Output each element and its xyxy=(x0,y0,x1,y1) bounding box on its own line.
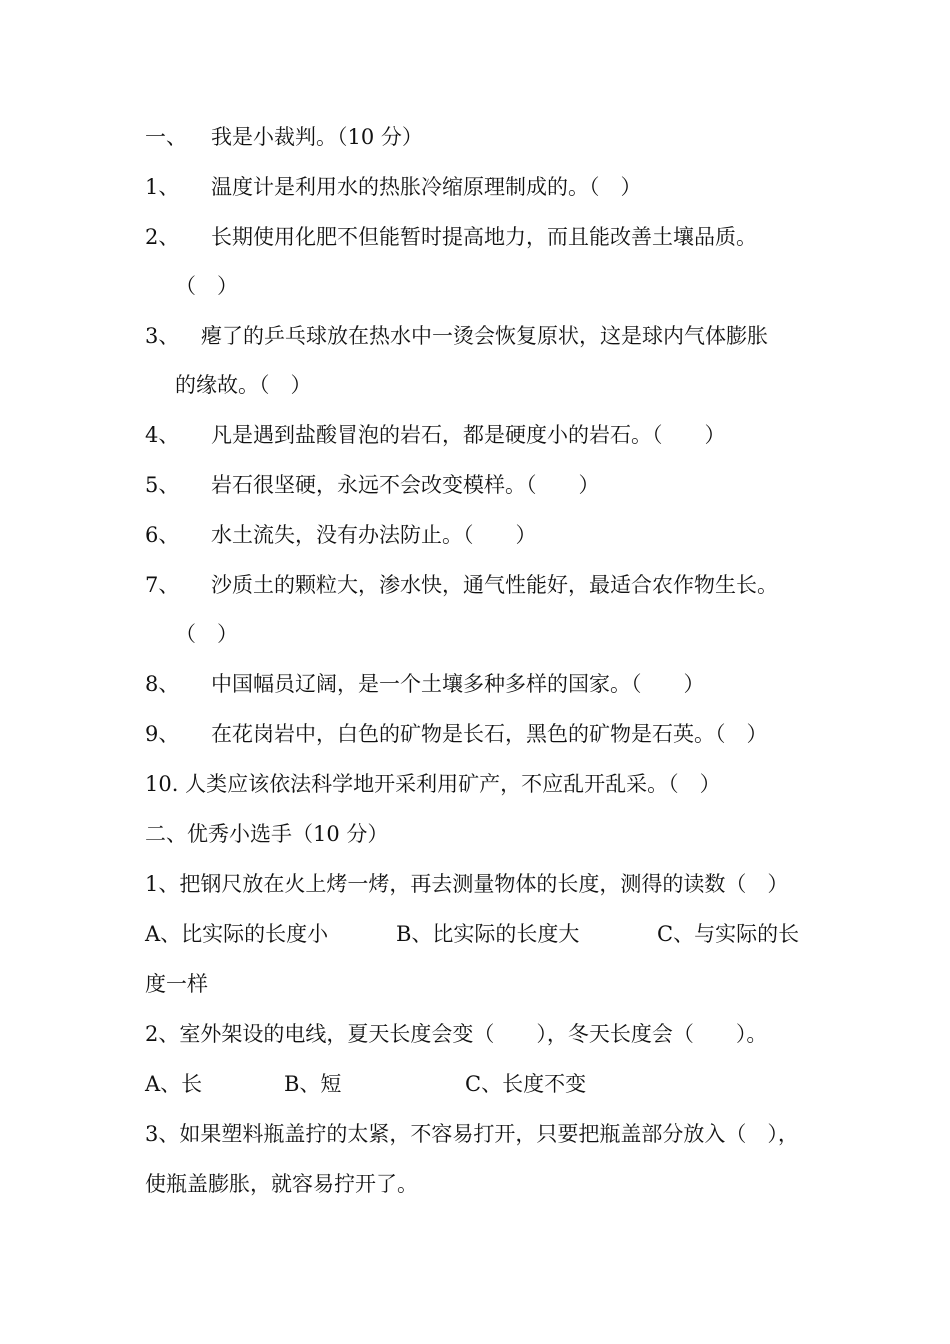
choice-question-2: 2、室外架设的电线，夏天长度会变（ ），冬天长度会（ ）。 xyxy=(145,1022,768,1046)
question-item-7-continuation: （ ） xyxy=(175,622,238,646)
question-text: 凡是遇到盐酸冒泡的岩石，都是硬度小的岩石。（ ） xyxy=(211,423,726,447)
question-text: 在花岗岩中，白色的矿物是长石，黑色的矿物是石英。（ ） xyxy=(211,722,768,746)
section1-heading xyxy=(145,123,845,151)
option-a: A、长 xyxy=(145,1072,203,1096)
question-item-5 xyxy=(145,471,845,499)
question-number: 2、 xyxy=(145,225,180,249)
question-item-4 xyxy=(145,421,845,449)
section2-title: 二、优秀小选手（10 分） xyxy=(145,822,389,846)
choice-question-1: 1、把钢尺放在火上烤一烤，再去测量物体的长度，测得的读数（ ） xyxy=(145,872,789,896)
question-item-2-continuation: （ ） xyxy=(175,274,238,298)
question-number: 8、 xyxy=(145,672,180,696)
option-b: B、比实际的长度大 xyxy=(396,922,580,946)
question-text: 岩石很坚硬，永远不会改变模样。（ ） xyxy=(211,473,600,497)
section1-title: 我是小裁判。（10 分） xyxy=(211,125,423,149)
option-b: B、短 xyxy=(284,1072,342,1096)
question-item-6 xyxy=(145,521,845,549)
question-text: 中国幅员辽阔，是一个土壤多种多样的国家。（ ） xyxy=(211,672,705,696)
question-number: 1、 xyxy=(145,175,180,199)
question-text: 瘪了的乒乓球放在热水中一烫会恢复原状，这是球内气体膨胀 xyxy=(201,324,768,348)
question-number: 5、 xyxy=(145,473,180,497)
question-item-1 xyxy=(145,173,845,201)
question-text: 水土流失，没有办法防止。（ ） xyxy=(211,523,537,547)
question-number: 7、 xyxy=(145,573,180,597)
choice-question-2-options xyxy=(145,1070,845,1098)
question-item-3-continuation: 的缘故。（ ） xyxy=(175,373,312,397)
question-item-2 xyxy=(145,223,845,251)
option-c: C、与实际的长 xyxy=(657,922,800,946)
question-text: 温度计是利用水的热胀冷缩原理制成的。（ ） xyxy=(211,175,642,199)
question-number: 3、 xyxy=(145,324,180,348)
question-item-7 xyxy=(145,571,845,599)
question-item-8 xyxy=(145,670,845,698)
question-text: 沙质土的颗粒大，渗水快，通气性能好，最适合农作物生长。 xyxy=(211,573,778,597)
question-number: 4、 xyxy=(145,423,180,447)
choice-question-1-options-continuation: 度一样 xyxy=(145,972,208,996)
option-a: A、比实际的长度小 xyxy=(145,922,329,946)
question-item-10: 10. 人类应该依法科学地开采利用矿产，不应乱开乱采。（ ） xyxy=(145,772,721,796)
question-text: 长期使用化肥不但能暂时提高地力，而且能改善土壤品质。 xyxy=(211,225,757,249)
question-number: 6、 xyxy=(145,523,180,547)
question-item-3 xyxy=(145,322,845,350)
question-number: 9、 xyxy=(145,722,180,746)
choice-question-3: 3、如果塑料瓶盖拧的太紧，不容易打开，只要把瓶盖部分放入（ ）， xyxy=(145,1122,799,1146)
choice-question-3-continuation: 使瓶盖膨胀，就容易拧开了。 xyxy=(145,1172,418,1196)
choice-question-1-options xyxy=(145,920,845,948)
question-item-9 xyxy=(145,720,845,748)
option-c: C、长度不变 xyxy=(465,1072,587,1096)
section1-number: 一、 xyxy=(145,125,187,149)
